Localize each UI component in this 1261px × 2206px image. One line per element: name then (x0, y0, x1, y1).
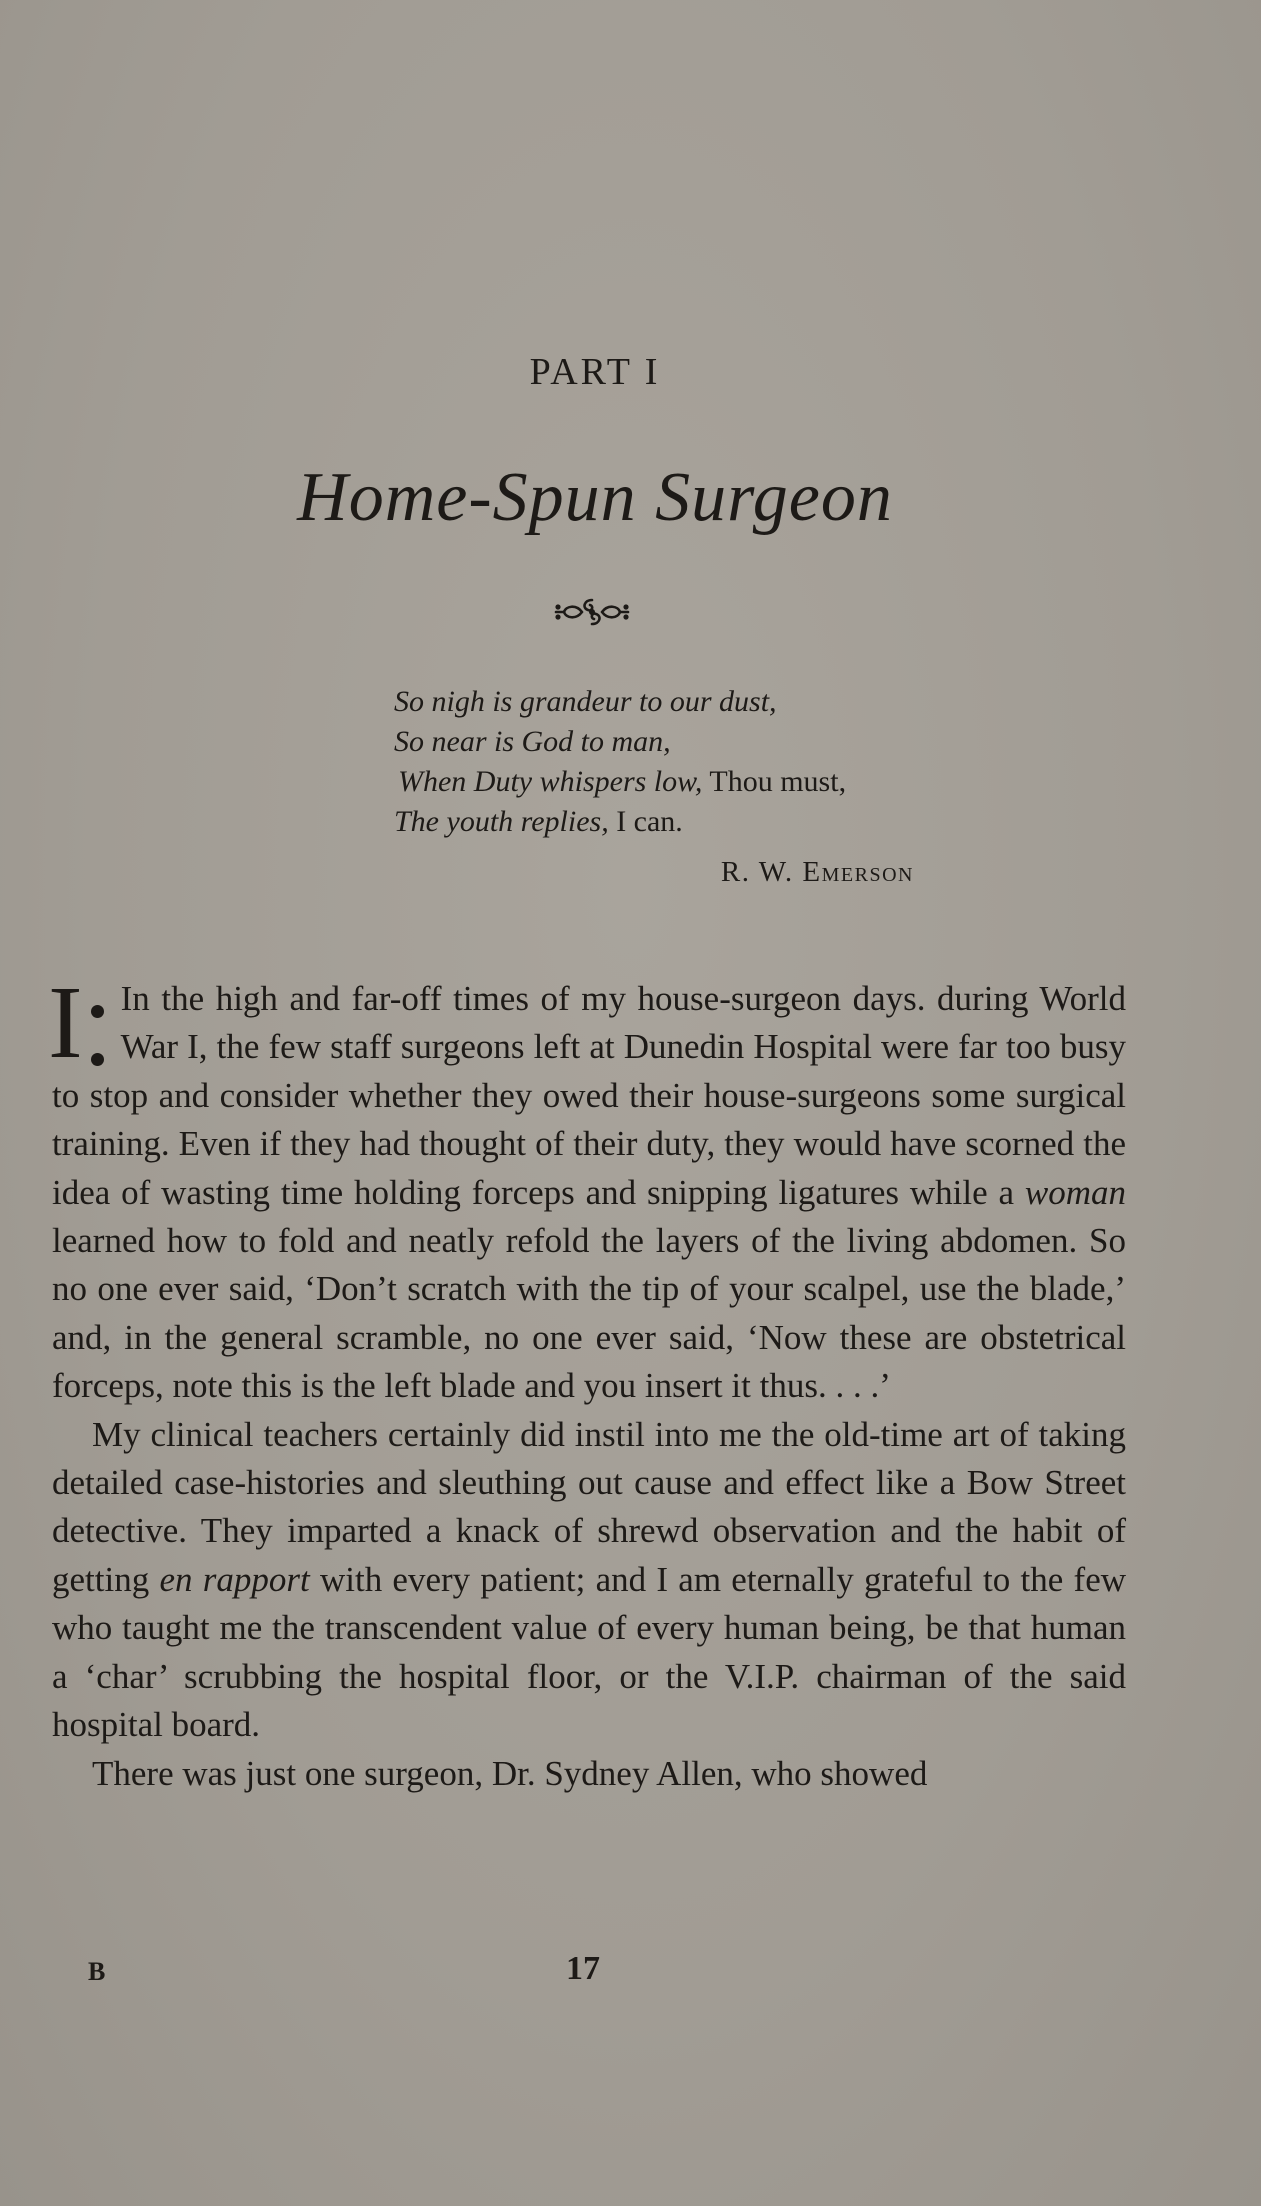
fleuron-ornament-icon (552, 592, 632, 632)
epigraph-line-3-roman: Thou must, (702, 765, 847, 798)
epigraph-line-3-italic: When Duty whispers low, (398, 765, 703, 798)
paragraph-1-text-a: In the high and far-off times of my house-surgeon days. during World War I, the few staff surgeons left at Dunedin Hospital were far too busy to stop and consider whether they owed their house-surgeons some surgical training. Even if they had thought of their duty, they would have scorned the idea of wasting time holding forceps and snipping ligatures while a (52, 979, 1126, 1212)
drop-cap-dots (87, 975, 109, 1067)
paragraph-3: There was just one surgeon, Dr. Sydney Allen, who showed (92, 1753, 928, 1793)
body-text (48, 965, 1127, 1798)
paragraph-2-italic: en rapport (159, 1559, 310, 1599)
paragraph-2-text-b: with every patient; and I am eternally grateful to the few who taught me the transcendent value of every human being, be that human a ‘char’ scrubbing the hospital floor, or the V.I.P. chairman of the said hospital board. (52, 1559, 1127, 1745)
part-heading: PART I (529, 351, 661, 393)
epigraph-line-3 (394, 762, 914, 802)
epigraph-line-4-roman: I can. (608, 805, 683, 838)
epigraph-line-4-italic: The youth replies, (394, 805, 609, 838)
epigraph-line-2: So near is God to man, (394, 725, 671, 758)
epigraph-line-4 (394, 802, 914, 842)
page-number: 17 (566, 1950, 600, 1987)
paragraph-2-text-a: My clinical teachers certainly did instil into me the old-time art of taking detailed case-histories and sleuthing out cause and effect like a Bow Street detective. They imparted a knack of shrewd observation and the habit of getting (52, 1414, 1126, 1599)
paragraph-2 (52, 1411, 1126, 1750)
paragraph-1-text-b: learned how to fold and neatly refold the layers of the living abdomen. So no one ever said, ‘Don’t scratch with the tip of your scalpel, use the blade,’ and, in the general scramble, no one ever said, ‘Now these are obstetrical forceps, note this is the left blade and you insert it thus. . . .’ (52, 1221, 1126, 1406)
author-surname: Emerson (802, 856, 914, 888)
paragraph-1-italic: woman (1024, 1172, 1126, 1212)
drop-cap: I (48, 965, 83, 1080)
signature-mark: B (88, 1957, 106, 1986)
paragraph-1 (48, 965, 1126, 1411)
epigraph-attribution (394, 852, 914, 892)
epigraph (394, 682, 914, 892)
epigraph-line-1: So nigh is grandeur to our dust, (394, 685, 777, 718)
chapter-title: Home-Spun Surgeon (297, 459, 893, 536)
author-initials: R. W. (720, 856, 803, 888)
